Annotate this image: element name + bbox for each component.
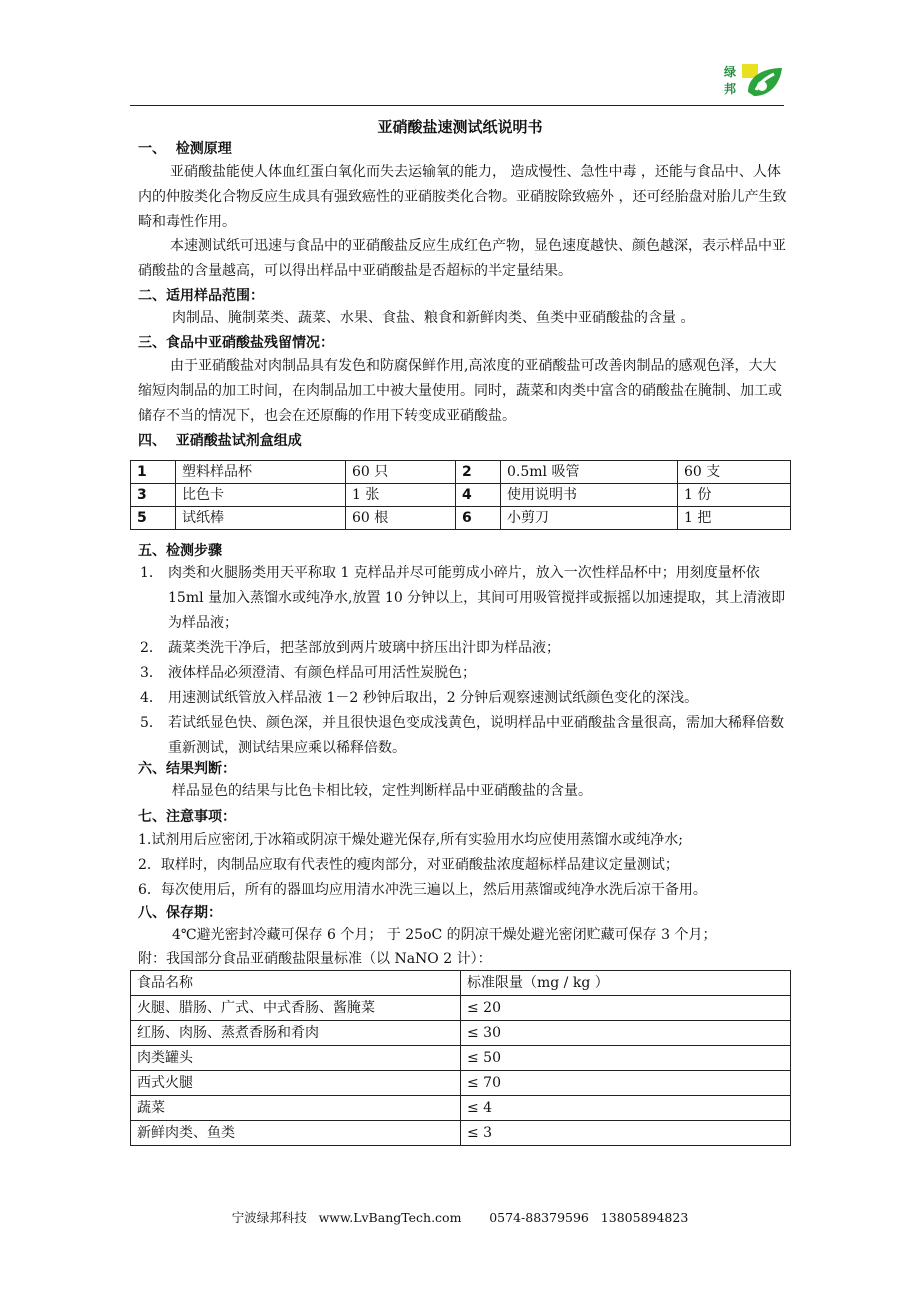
table-row xyxy=(131,1096,791,1121)
limit-value: ≤ 4 xyxy=(461,1096,791,1121)
step-text: 蔬菜类洗干净后，把茎部放到两片玻璃中挤压出汁即为样品液； xyxy=(168,640,560,656)
detection-steps-list xyxy=(138,561,788,761)
limit-value: ≤ 3 xyxy=(461,1121,791,1146)
table-header-row xyxy=(131,971,791,996)
limit-value: ≤ 70 xyxy=(461,1071,791,1096)
section-1-paragraph-1: 亚硝酸盐能使人体血红蛋白氧化而失去运输氧的能力， 造成慢性、急性中毒 ，还能与食品中、人体内的仲胺类化合物反应生成具有强致癌性的亚硝胺类化合物。亚硝胺除致癌外 ，还可经胎盘对胎儿产生致畸和毒性作用。 xyxy=(138,164,787,230)
document-title: 亚硝酸盐速测试纸说明书 xyxy=(377,118,543,136)
item-name: 小剪刀 xyxy=(501,507,678,530)
list-item: 2．取样时，肉制品应取有代表性的瘦肉部分，对亚硝酸盐浓度超标样品建议定量测试； xyxy=(138,857,679,873)
list-item xyxy=(138,711,788,761)
step-text: 液体样品必须澄清、有颜色样品可用活性炭脱色； xyxy=(168,665,476,681)
table-row xyxy=(131,996,791,1021)
food-name: 蔬菜 xyxy=(131,1096,461,1121)
item-number: 5 xyxy=(131,507,176,530)
table-row xyxy=(131,1071,791,1096)
list-item xyxy=(138,561,788,636)
step-number: 3． xyxy=(140,665,163,681)
item-number: 6 xyxy=(456,507,501,530)
list-item xyxy=(138,686,788,711)
logo-text-bottom: 邦 xyxy=(723,82,736,96)
section-2-text: 肉制品、腌制菜类、蔬菜、水果、食盐、粮食和新鲜肉类、鱼类中亚硝酸盐的含量 。 xyxy=(172,310,695,326)
table-row xyxy=(131,484,791,507)
item-quantity: 1 把 xyxy=(678,507,791,530)
food-name: 新鲜肉类、鱼类 xyxy=(131,1121,461,1146)
section-6-text: 样品显色的结果与比色卡相比较，定性判断样品中亚硝酸盐的含量。 xyxy=(172,783,592,799)
page-footer: 宁波绿邦科技 www.LvBangTech.com 0574-88379596 13805894823 xyxy=(231,1210,689,1225)
leaf-logo-icon xyxy=(742,64,786,100)
step-text: 肉类和火腿肠类用天平称取 1 克样品并尽可能剪成小碎片，放入一次性样品杯中；用刻度量杯依 15ml 量加入蒸馏水或纯净水,放置 10 分钟以上，其间可用吸管搅拌或振摇以加速提取，其上清液即为样品液； xyxy=(168,565,786,631)
company-logo xyxy=(716,62,788,102)
item-quantity: 60 只 xyxy=(346,461,456,484)
section-8-heading: 八、保存期： xyxy=(138,905,222,921)
item-name: 塑料样品杯 xyxy=(176,461,346,484)
step-text: 用速测试纸管放入样品液 1－2 秒钟后取出，2 分钟后观察速测试纸颜色变化的深浅。 xyxy=(168,690,699,706)
section-5-heading: 五、检测步骤 xyxy=(138,543,222,559)
table-row xyxy=(131,1046,791,1071)
column-header: 食品名称 xyxy=(131,971,461,996)
section-8-text: 4℃避光密封冷藏可保存 6 个月； 于 25oC 的阴凉干燥处避光密闭贮藏可保存 3 个月； xyxy=(172,927,717,943)
kit-components-table xyxy=(130,460,791,530)
list-item: 1.试剂用后应密闭,于冰箱或阴凉干燥处避光保存,所有实验用水均应使用蒸馏水或纯净水; xyxy=(138,832,683,848)
item-quantity: 1 张 xyxy=(346,484,456,507)
item-number: 3 xyxy=(131,484,176,507)
header-divider xyxy=(130,105,784,106)
item-name: 试纸棒 xyxy=(176,507,346,530)
step-number: 4． xyxy=(140,690,163,706)
item-name: 0.5ml 吸管 xyxy=(501,461,678,484)
appendix-text: 附：我国部分食品亚硝酸盐限量标准（以 NaNO 2 计）： xyxy=(138,951,492,967)
section-1-heading: 一、 检测原理 xyxy=(138,141,232,157)
food-name: 西式火腿 xyxy=(131,1071,461,1096)
step-number: 5． xyxy=(140,715,163,731)
food-name: 红肠、肉肠、蒸煮香肠和肴肉 xyxy=(131,1021,461,1046)
section-7-heading: 七、注意事项： xyxy=(138,809,236,825)
step-number: 1． xyxy=(140,565,163,581)
limit-value: ≤ 20 xyxy=(461,996,791,1021)
section-6-heading: 六、结果判断： xyxy=(138,761,236,777)
item-name: 使用说明书 xyxy=(501,484,678,507)
item-number: 4 xyxy=(456,484,501,507)
item-number: 2 xyxy=(456,461,501,484)
food-name: 火腿、腊肠、广式、中式香肠、酱腌菜 xyxy=(131,996,461,1021)
limit-value: ≤ 50 xyxy=(461,1046,791,1071)
table-row xyxy=(131,1021,791,1046)
list-item xyxy=(138,661,788,686)
section-4-heading: 四、 亚硝酸盐试剂盒组成 xyxy=(138,433,302,449)
section-2-heading: 二、适用样品范围： xyxy=(138,288,264,304)
list-item: 6．每次使用后，所有的器皿均应用清水冲洗三遍以上，然后用蒸馏或纯净水洗后凉干备用。 xyxy=(138,882,707,898)
section-3-text: 由于亚硝酸盐对肉制品具有发色和防腐保鲜作用,高浓度的亚硝酸盐可改善肉制品的感观色泽，大大缩短肉制品的加工时间，在肉制品加工中被大量使用。同时，蔬菜和肉类中富含的硝酸盐在腌制、加工或储存不当的情况下，也会在还原酶的作用下转变成亚硝酸盐。 xyxy=(138,358,782,424)
item-number: 1 xyxy=(131,461,176,484)
item-quantity: 60 支 xyxy=(678,461,791,484)
list-item xyxy=(138,636,788,661)
logo-text-top: 绿 xyxy=(723,65,736,79)
step-text: 若试纸显色快、颜色深，并且很快退色变成浅黄色，说明样品中亚硝酸盐含量很高，需加大稀释倍数重新测试，测试结果应乘以稀释倍数。 xyxy=(168,715,784,756)
column-header: 标准限量（mg / kg ） xyxy=(461,971,791,996)
item-quantity: 1 份 xyxy=(678,484,791,507)
table-row xyxy=(131,507,791,530)
step-number: 2． xyxy=(140,640,163,656)
section-3-heading: 三、食品中亚硝酸盐残留情况： xyxy=(138,335,334,351)
limit-value: ≤ 30 xyxy=(461,1021,791,1046)
food-name: 肉类罐头 xyxy=(131,1046,461,1071)
notes-list xyxy=(138,828,798,903)
table-row xyxy=(131,461,791,484)
table-row xyxy=(131,1121,791,1146)
section-1-paragraph-2: 本速测试纸可迅速与食品中的亚硝酸盐反应生成红色产物，显色速度越快、颜色越深，表示样品中亚硝酸盐的含量越高，可以得出样品中亚硝酸盐是否超标的半定量结果。 xyxy=(138,238,786,279)
nitrite-limit-table xyxy=(130,970,791,1146)
item-quantity: 60 根 xyxy=(346,507,456,530)
item-name: 比色卡 xyxy=(176,484,346,507)
